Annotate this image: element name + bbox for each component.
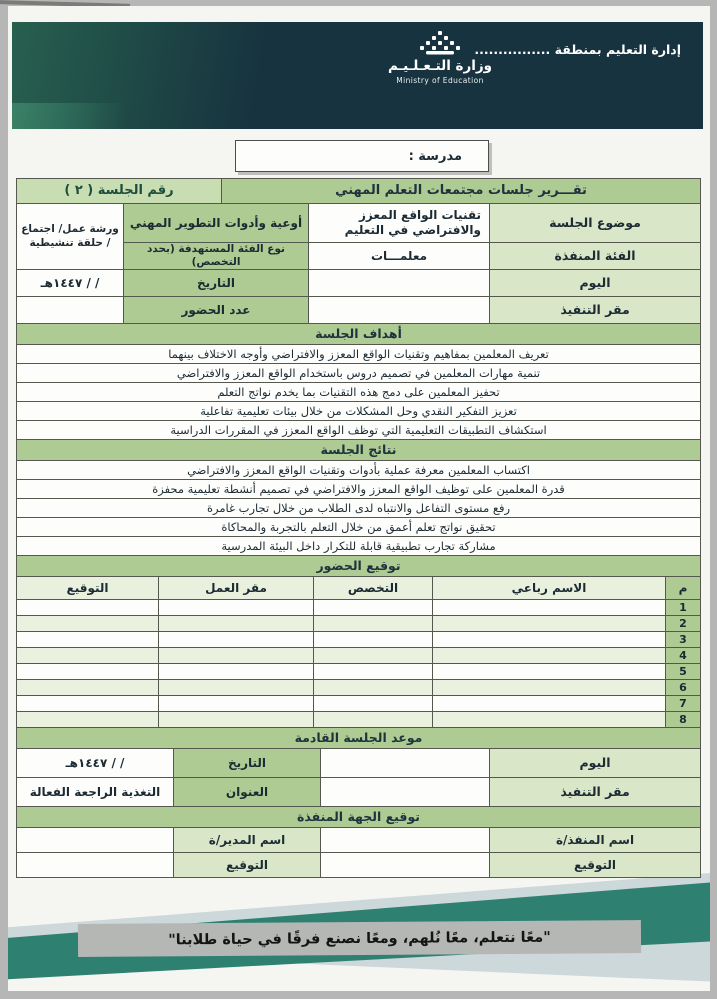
col-specialty: التخصص [314, 577, 432, 599]
dev-vessels-label: أوعية وأدوات التطوير المهني [124, 204, 308, 242]
name-cell [433, 712, 665, 727]
attendance-row [17, 680, 700, 695]
workplace-cell [159, 616, 313, 631]
next-date-value: / / ١٤٤٧هـ [17, 749, 173, 777]
name-cell [433, 632, 665, 647]
next-session-header [17, 728, 700, 748]
footer-quote-bar [78, 920, 641, 957]
workplace-cell [159, 680, 313, 695]
objective-row [17, 402, 700, 420]
day-date-row [17, 270, 700, 296]
attendance-row [17, 600, 700, 615]
objective-text: تعريف المعلمين بمفاهيم وتقنيات الواقع المعزز والافتراضي وأوجه الاختلاف بينهما [17, 345, 700, 363]
topic-label: موضوع الجلسة [490, 204, 700, 242]
objective-text: تحفيز المعلمين على دمج هذه التقنيات بما يخدم نواتج التعلم [17, 383, 700, 401]
row-number: 4 [666, 648, 700, 663]
signing-header [17, 807, 700, 827]
outcome-row [17, 480, 700, 498]
name-cell [433, 600, 665, 615]
name-cell [433, 616, 665, 631]
attendance-title: توقيع الحضور [17, 556, 700, 576]
attendance-row [17, 632, 700, 647]
signing-title: توقيع الجهة المنفذة [17, 807, 700, 827]
outcome-text: اكتساب المعلمين معرفة عملية بأدوات وتقنيات الواقع المعزز والافتراضي [17, 461, 700, 479]
specialty-cell [314, 616, 432, 631]
session-number: رقم الجلسة ( ٢ ) [17, 179, 221, 203]
next-venue-row [17, 778, 700, 806]
next-day-cell [321, 749, 489, 777]
ministry-emblem-icon [411, 31, 469, 57]
name-cell [433, 648, 665, 663]
objective-row [17, 364, 700, 382]
outcome-text: رفع مستوى التفاعل والانتباه لدى الطلاب من خلال تجارب غامرة [17, 499, 700, 517]
specialty-cell [314, 680, 432, 695]
objective-row [17, 345, 700, 363]
row-number: 1 [666, 600, 700, 615]
next-topic-value: التغذية الراجعة الفعالة [17, 778, 173, 806]
specialty-cell [314, 712, 432, 727]
col-number: م [666, 577, 700, 599]
objective-row [17, 383, 700, 401]
name-cell [433, 696, 665, 711]
next-venue-cell [321, 778, 489, 806]
signing-names-row [17, 828, 700, 852]
manager-signature-label: التوقيع [174, 853, 320, 877]
attendance-row [17, 696, 700, 711]
workplace-cell [159, 664, 313, 679]
specialty-cell [314, 648, 432, 663]
attendance-row [17, 664, 700, 679]
specialty-cell [314, 632, 432, 647]
session-type-value: ورشة عمل/ اجتماع / حلقة تنشيطية [17, 204, 123, 269]
specialty-cell [314, 600, 432, 615]
signature-cell [17, 664, 158, 679]
next-day-row [17, 749, 700, 777]
date-label: التاريخ [124, 270, 308, 296]
objective-text: تعزيز التفكير النقدي وحل المشكلات من خلال بيئات تعليمية تفاعلية [17, 402, 700, 420]
name-cell [433, 680, 665, 695]
topic-value: تقنيات الواقع المعزز والافتراضي في التعليم [309, 204, 489, 242]
attendance-header [17, 556, 700, 576]
manager-name-cell [17, 828, 173, 852]
next-date-label: التاريخ [174, 749, 320, 777]
outcomes-header [17, 440, 700, 460]
manager-signature-cell [17, 853, 173, 877]
attendance-row [17, 712, 700, 727]
executor-name-label: اسم المنفذ/ة [490, 828, 700, 852]
workplace-cell [159, 648, 313, 663]
outcome-text: تحقيق نواتج تعلم أعمق من خلال التعلم بالتجربة والمحاكاة [17, 518, 700, 536]
outcomes-title: نتائج الجلسة [17, 440, 700, 460]
signature-cell [17, 600, 158, 615]
ministry-name-arabic: وزارة التـعـلـيـم [387, 58, 493, 74]
row-number: 7 [666, 696, 700, 711]
attendance-count-label: عدد الحضور [124, 297, 308, 323]
signature-cell [17, 680, 158, 695]
attendance-row [17, 648, 700, 663]
manager-name-label: اسم المدير/ة [174, 828, 320, 852]
next-day-label: اليوم [490, 749, 700, 777]
signature-cell [17, 648, 158, 663]
venue-value-cell [309, 297, 489, 323]
date-value: / / ١٤٤٧هـ [17, 270, 123, 296]
row-number: 6 [666, 680, 700, 695]
venue-attendance-row [17, 297, 700, 323]
day-value-cell [309, 270, 489, 296]
ministry-logo [384, 29, 496, 85]
signature-cell [17, 632, 158, 647]
executor-signature-label: التوقيع [490, 853, 700, 877]
col-workplace: مقر العمل [159, 577, 313, 599]
report-title: تقـــرير جلسات مجتمعات التعلم المهني [222, 179, 700, 203]
row-number: 5 [666, 664, 700, 679]
attendance-count-cell [17, 297, 123, 323]
signing-signatures-row [17, 853, 700, 877]
signature-cell [17, 712, 158, 727]
target-type-label: نوع الفئة المستهدفة (بحدد التخصص) [124, 243, 308, 269]
specialty-cell [314, 664, 432, 679]
attendance-row [17, 616, 700, 631]
col-signature: التوقيع [17, 577, 158, 599]
specialty-cell [314, 696, 432, 711]
workplace-cell [159, 696, 313, 711]
outcome-row [17, 461, 700, 479]
outcome-text: مشاركة تجارب تطبيقية قابلة للتكرار داخل البيئة المدرسية [17, 537, 700, 555]
executor-name-cell [321, 828, 489, 852]
row-number: 8 [666, 712, 700, 727]
attendance-columns-row [17, 577, 700, 599]
title-row [17, 179, 700, 203]
objectives-header [17, 324, 700, 344]
next-session-title: موعد الجلسة القادمة [17, 728, 700, 748]
outcome-text: قدرة المعلمين على توظيف الواقع المعزز والافتراضي في تصميم أنشطة تعليمية محفزة [17, 480, 700, 498]
education-department-line: إدارة التعليم بمنطقة ................ [474, 42, 681, 57]
school-name-box [235, 140, 489, 172]
school-label: مدرسة : [408, 148, 462, 164]
executor-signature-cell [321, 853, 489, 877]
outcome-row [17, 537, 700, 555]
name-cell [433, 664, 665, 679]
objective-text: استكشاف التطبيقات التعليمية التي توظف الواقع المعزز في المقررات الدراسية [17, 421, 700, 439]
footer-quote-text: "معًا نتعلم، معًا نُلهم، ومعًا نصنع فرقًا في حياة طلابنا" [168, 929, 551, 948]
ministry-header-band [12, 22, 703, 129]
document-page [8, 6, 710, 991]
venue-label: مقر التنفيذ [490, 297, 700, 323]
next-venue-label: مقر التنفيذ [490, 778, 700, 806]
outcome-row [17, 518, 700, 536]
day-label: اليوم [490, 270, 700, 296]
objective-text: تنمية مهارات المعلمين في تصميم دروس باستخدام الواقع المعزز والافتراضي [17, 364, 700, 382]
session-info-grid [17, 204, 700, 269]
row-number: 3 [666, 632, 700, 647]
report-form [16, 178, 701, 878]
row-number: 2 [666, 616, 700, 631]
objective-row [17, 421, 700, 439]
signature-cell [17, 696, 158, 711]
next-topic-label: العنوان [174, 778, 320, 806]
category-value: معلمـــات [309, 243, 489, 269]
workplace-cell [159, 632, 313, 647]
col-full-name: الاسم رباعي [433, 577, 665, 599]
ministry-name-english: Ministry of Education [396, 76, 484, 85]
outcome-row [17, 499, 700, 517]
category-label: الفئة المنفذة [490, 243, 700, 269]
workplace-cell [159, 712, 313, 727]
workplace-cell [159, 600, 313, 615]
signature-cell [17, 616, 158, 631]
objectives-title: أهداف الجلسة [17, 324, 700, 344]
